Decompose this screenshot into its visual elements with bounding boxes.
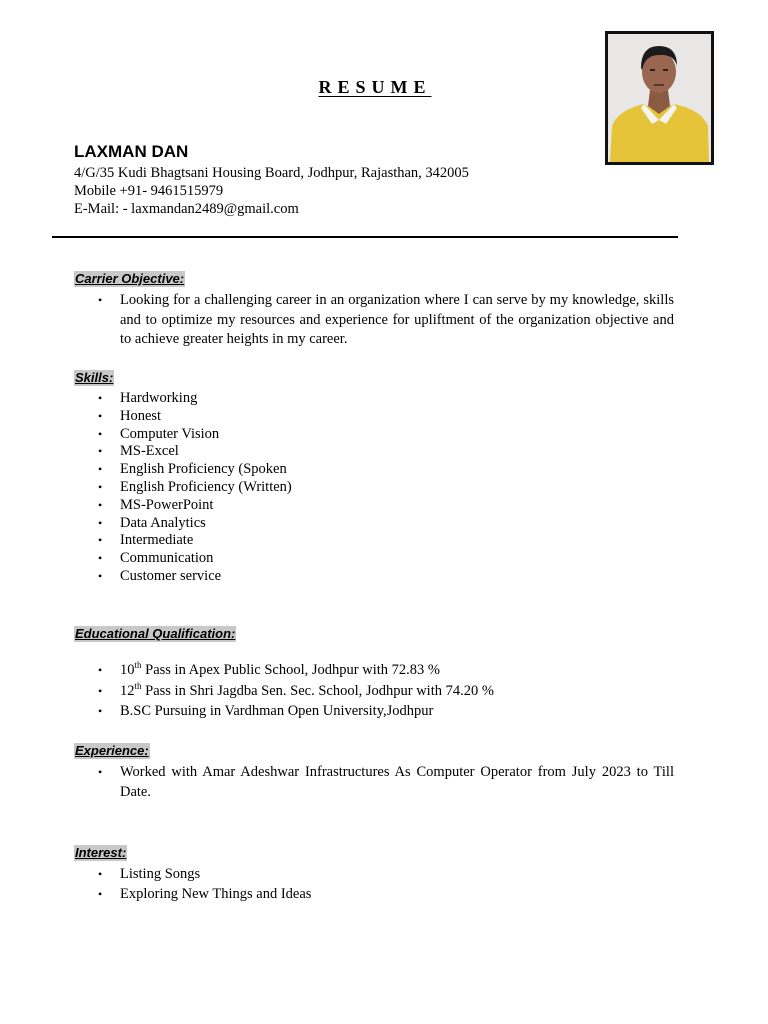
objective-list (74, 291, 674, 350)
list-item: • English Proficiency (Spoken (98, 461, 287, 478)
list-item: • Computer Vision (98, 425, 220, 442)
education-list (74, 660, 674, 722)
list-item: • Worked with Amar Adeshwar Infrastructures As Computer Operator from July 2023 to Till Date. (98, 764, 674, 800)
bullet-icon: • (98, 391, 103, 405)
list-item: • Exploring New Things and Ideas (98, 886, 312, 902)
objective-heading: Carrier Objective: (75, 271, 185, 286)
list-item: • Communication (98, 550, 214, 567)
bullet-icon: • (98, 408, 103, 423)
bullet-icon: • (98, 887, 103, 901)
contact-block (74, 164, 469, 218)
bullet-icon: • (98, 663, 103, 677)
list-item: • MS-Excel (98, 443, 179, 460)
bullet-icon: • (98, 765, 103, 779)
bullet-icon: • (98, 867, 103, 881)
education-heading: Educational Qualification: (75, 626, 236, 641)
mobile-line: Mobile +91- 9461515979 (74, 183, 224, 199)
bullet-icon: • (98, 497, 103, 512)
bullet-icon: • (98, 426, 103, 441)
list-item: • MS-PowerPoint (98, 496, 214, 513)
bullet-icon: • (98, 444, 103, 459)
bullet-icon: • (98, 462, 103, 477)
list-item: • Customer service (98, 567, 222, 584)
experience-heading: Experience: (75, 743, 149, 758)
address-line: 4/G/35 Kudi Bhagtsani Housing Board, Jodhpur, Rajasthan, 342005 (74, 165, 469, 181)
bullet-icon: • (98, 704, 103, 718)
resume-title: RESUME (318, 77, 432, 97)
list-item: • Data Analytics (98, 514, 206, 531)
list-item: • Intermediate (98, 532, 194, 549)
list-item: • B.SC Pursuing in Vardhman Open University,Jodhpur (74, 701, 674, 722)
bullet-icon: • (98, 568, 103, 583)
bullet-icon: • (98, 683, 103, 698)
header-divider (52, 236, 678, 238)
bullet-icon: • (98, 293, 103, 307)
list-item: • 10th Pass in Apex Public School, Jodhpur with 72.83 % (74, 660, 674, 681)
list-item: • 12th Pass in Shri Jagdba Sen. Sec. School, Jodhpur with 74.20 % (74, 681, 674, 702)
skills-heading: Skills: (75, 370, 114, 385)
list-item: • Honest (98, 407, 162, 424)
list-item: • Listing Songs (98, 866, 201, 882)
bullet-icon: • (98, 533, 103, 548)
email-line: E-Mail: - laxmandan2489@gmail.com (74, 201, 299, 217)
profile-photo (605, 31, 714, 165)
bullet-icon: • (98, 479, 103, 494)
skills-list (74, 390, 674, 586)
candidate-name: LAXMAN DAN (74, 142, 189, 161)
bullet-icon: • (98, 551, 103, 566)
list-item: • English Proficiency (Written) (98, 478, 292, 495)
interest-heading: Interest: (75, 845, 127, 860)
experience-list (74, 763, 674, 802)
interest-list (74, 864, 674, 904)
list-item: • Hardworking (98, 390, 198, 406)
list-item: • Looking for a challenging career in an organization where I can serve by my knowledge, skills and to optimize my resources and experience for upliftment of the organization objective and to achieve greater heights in my career. (98, 292, 674, 347)
bullet-icon: • (98, 515, 103, 530)
